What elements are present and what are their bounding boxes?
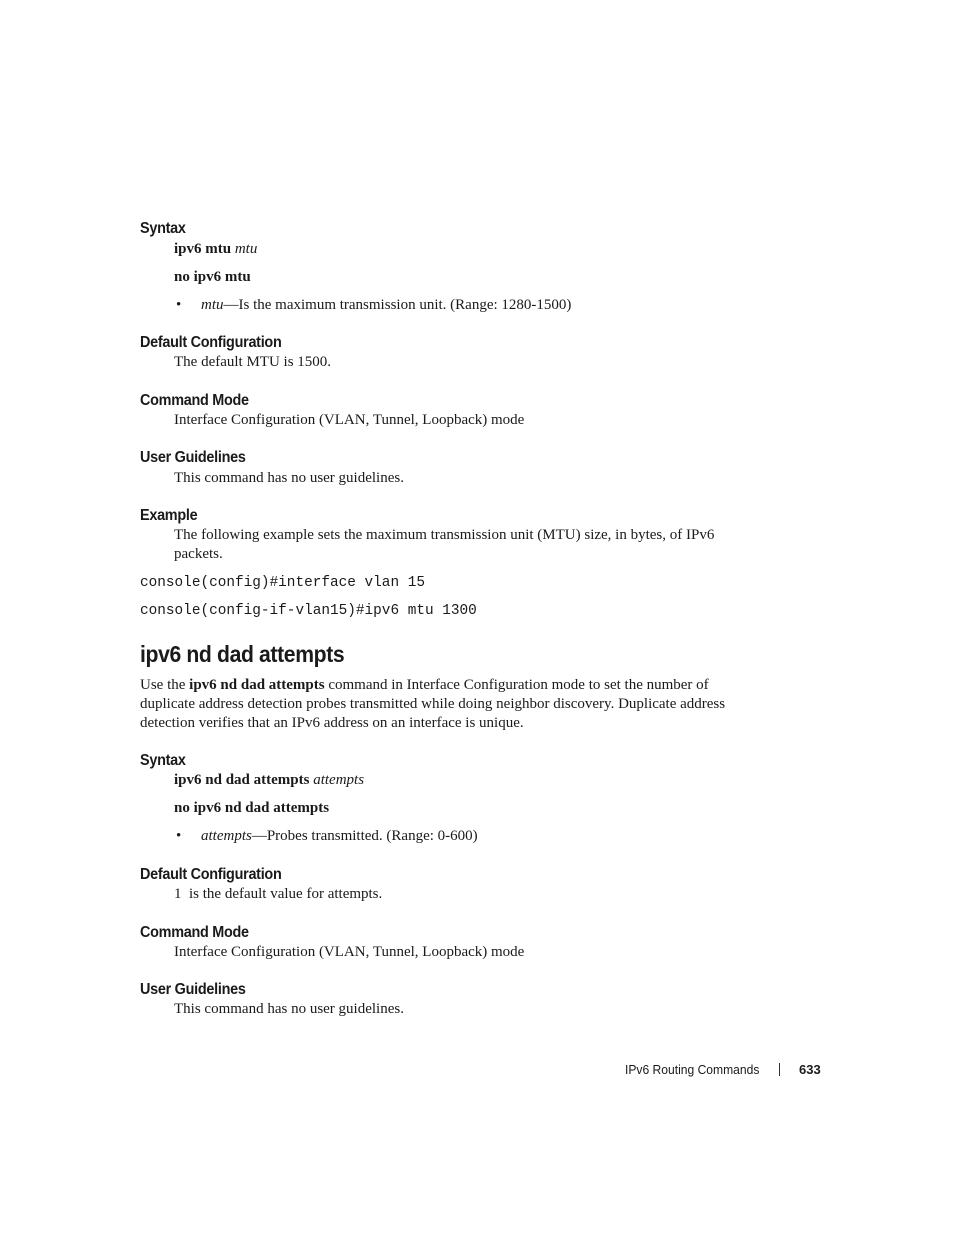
intro-line2: duplicate address detection probes transmitted while doing neighbor discovery. Duplicate address [140,696,726,712]
bullet-marker-2: • [176,828,182,844]
example-text-line1: The following example sets the maximum transmission unit (MTU) size, in bytes, of IPv6 [174,527,715,543]
default-config-text: The default MTU is 1500. [174,354,332,370]
example-heading: Example [140,507,198,524]
user-guidelines-text-2: This command has no user guidelines. [174,1001,404,1017]
intro-suffix: command in Interface Configuration mode to set the number of [324,677,709,693]
syntax-command-arg: mtu [234,241,258,257]
user-guidelines-text: This command has no user guidelines. [174,470,404,486]
code-line-2: console(config-if-vlan15)#ipv6 mtu 1300 [140,603,477,619]
parameter-item [201,297,571,314]
parameter-description-2: —Probes transmitted. (Range: 0-600) [251,828,478,844]
syntax-command-2 [174,772,364,789]
parameter-description: —Is the maximum transmission unit. (Range: 1280-1500) [223,297,572,313]
syntax-command-arg-2: attempts [313,772,365,788]
command-mode-heading: Command Mode [140,392,249,409]
footer-separator [779,1063,780,1076]
default-config-heading-2: Default Configuration [140,866,282,883]
example-text-line2: packets. [174,546,223,562]
section-title: ipv6 nd dad attempts [140,641,345,667]
syntax-command [174,241,257,258]
intro-prefix: Use the [140,677,190,693]
command-mode-heading-2: Command Mode [140,924,249,941]
intro-line3: detection verifies that an IPv6 address on an interface is unique. [140,715,524,731]
code-line-1: console(config)#interface vlan 15 [140,575,425,591]
parameter-name: mtu [201,297,224,313]
page-number: 633 [799,1062,821,1077]
parameter-name-2: attempts [201,828,252,844]
command-mode-text: Interface Configuration (VLAN, Tunnel, Loopback) mode [174,412,525,428]
command-mode-text-2: Interface Configuration (VLAN, Tunnel, Loopback) mode [174,944,525,960]
user-guidelines-heading-2: User Guidelines [140,981,246,998]
default-config-text-2: 1 is the default value for attempts. [174,886,383,902]
syntax-command-name-2: ipv6 nd dad attempts [174,772,310,788]
syntax-command-name: ipv6 mtu [174,241,232,257]
default-config-heading: Default Configuration [140,334,282,351]
intro-line1 [140,677,709,694]
user-guidelines-heading: User Guidelines [140,449,246,466]
syntax-heading: Syntax [140,220,186,237]
syntax-no-command: no ipv6 mtu [174,269,251,285]
intro-command: ipv6 nd dad attempts [189,677,325,693]
parameter-item-2 [201,828,478,845]
footer-chapter: IPv6 Routing Commands [625,1062,760,1077]
bullet-marker: • [176,297,182,313]
syntax-no-command-2: no ipv6 nd dad attempts [174,800,330,816]
syntax-heading-2: Syntax [140,752,186,769]
